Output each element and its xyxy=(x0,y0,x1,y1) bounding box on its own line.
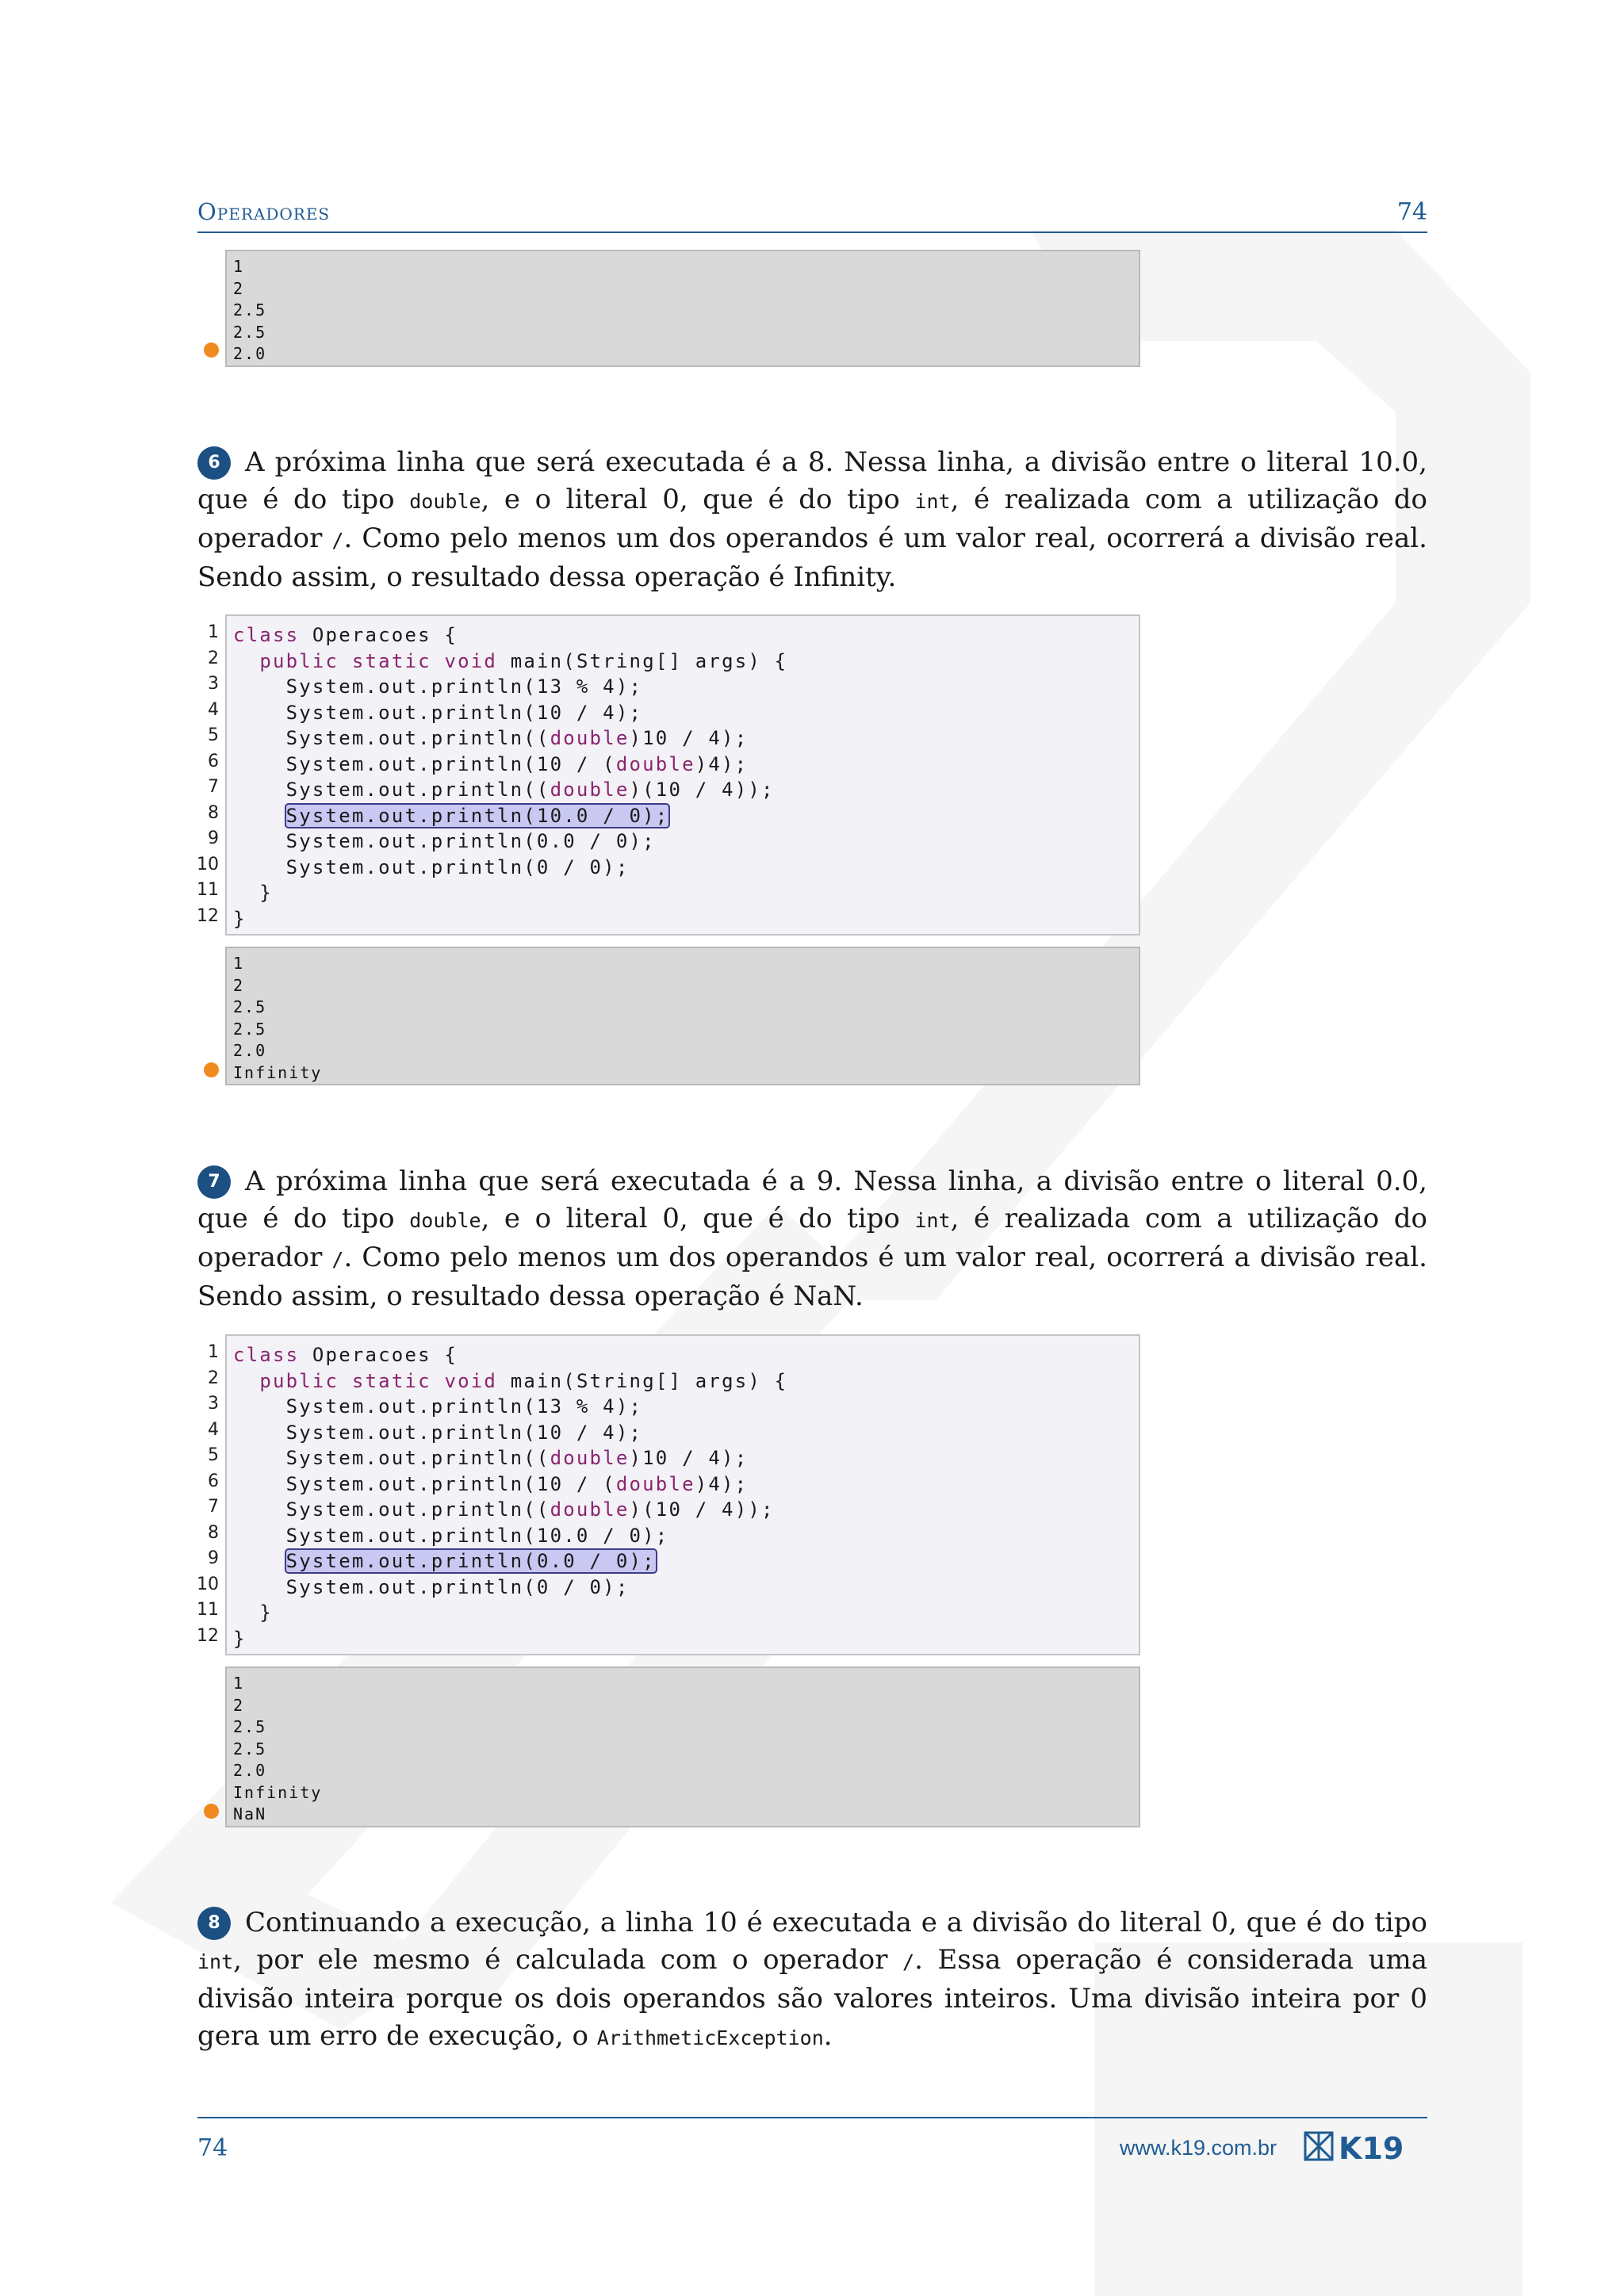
code-line: System.out.println(10 / 4); xyxy=(233,1421,643,1444)
paragraph-text: , é realizada com a utilização do operador xyxy=(197,484,1428,554)
line-number: 2 xyxy=(208,1368,219,1388)
output-console-second xyxy=(225,947,1140,1085)
line-number: 12 xyxy=(197,1625,219,1646)
line-number: 11 xyxy=(197,880,219,900)
line-number: 5 xyxy=(208,725,219,745)
output-line: Infinity xyxy=(233,1062,323,1082)
step-6-paragraph xyxy=(197,444,1427,596)
output-line: 2.5 xyxy=(233,1717,267,1736)
logo-text: K19 xyxy=(1339,2131,1404,2164)
output-line: NaN xyxy=(233,1804,267,1823)
code-line: } xyxy=(233,1601,273,1624)
inline-code: int xyxy=(914,1209,951,1232)
inline-code: / xyxy=(331,529,344,552)
line-number: 6 xyxy=(208,1471,219,1491)
paragraph-text: Continuando a execução, a linha 10 é executada e a divisão do literal 0, que é do tipo xyxy=(245,1907,1427,1938)
code-line: class Operacoes { xyxy=(233,624,458,646)
code-line: public static void main(String[] args) { xyxy=(259,649,788,672)
chapter-title: Operadores xyxy=(197,198,331,225)
output-line: 2.5 xyxy=(233,1019,267,1039)
step-number-badge: 7 xyxy=(197,1165,231,1199)
line-number: 8 xyxy=(208,1522,219,1543)
paragraph-text: A próxima linha que será executada é a 8. Nessa linha, a divisão entre o literal 10.0, que é do tipo xyxy=(197,446,1427,515)
inline-code: / xyxy=(902,1950,915,1973)
line-number: 8 xyxy=(208,802,219,823)
step-7-paragraph xyxy=(197,1163,1427,1315)
code-line: } xyxy=(233,907,247,930)
current-output-marker xyxy=(204,1062,219,1077)
code-line: System.out.println((double)10 / 4); xyxy=(233,727,749,749)
line-number: 11 xyxy=(197,1600,219,1620)
code-line: System.out.println(10 / 4); xyxy=(233,701,643,724)
code-listing-first xyxy=(225,614,1140,936)
output-line: 2.5 xyxy=(233,322,267,342)
line-number: 10 xyxy=(197,1574,219,1594)
code-line: System.out.println(10 / (double)4); xyxy=(233,1472,749,1495)
output-line: 2.5 xyxy=(233,997,267,1016)
code-line: class Operacoes { xyxy=(233,1344,458,1366)
code-listing-second xyxy=(225,1334,1140,1655)
line-number: 5 xyxy=(208,1445,219,1465)
inline-code: int xyxy=(914,490,951,513)
line-number: 7 xyxy=(208,777,219,797)
inline-code: ArithmeticException xyxy=(596,2026,824,2049)
line-number: 4 xyxy=(208,699,219,720)
line-number: 12 xyxy=(197,905,219,926)
output-line: 2.0 xyxy=(233,1041,267,1060)
output-line: 2 xyxy=(233,975,245,995)
footer-page-number: 74 xyxy=(197,2134,228,2162)
code-line: } xyxy=(233,882,273,904)
line-number: 4 xyxy=(208,1419,219,1440)
paragraph-text: . Como pelo menos um dos operandos é um valor real, ocorrerá a divisão real. Sendo assim, o resultado dessa operação é NaN. xyxy=(197,1242,1427,1312)
paragraph-text: , e o literal 0, que é do tipo xyxy=(481,1203,915,1234)
step-8-paragraph xyxy=(197,1904,1427,2057)
line-number: 6 xyxy=(208,751,219,771)
k19-logo xyxy=(1304,2130,1427,2168)
code-line: System.out.println(10.0 / 0); xyxy=(233,1524,669,1547)
output-line: 1 xyxy=(233,954,245,973)
paragraph-text: , é realizada com a utilização do operador xyxy=(197,1203,1428,1273)
paragraph-text: , e o literal 0, que é do tipo xyxy=(481,484,915,515)
output-line: 2.0 xyxy=(233,1761,267,1780)
code-line: System.out.println((double)10 / 4); xyxy=(233,1447,749,1469)
output-line: 2 xyxy=(233,1695,245,1715)
line-numbers xyxy=(171,1340,219,1649)
footer-url-link[interactable]: www.k19.com.br xyxy=(1120,2136,1277,2160)
output-line: 2 xyxy=(233,278,245,298)
line-number: 1 xyxy=(208,1342,219,1362)
output-console-third xyxy=(225,1667,1140,1827)
code-line: System.out.println(13 % 4); xyxy=(233,1395,643,1418)
header-page-number: 74 xyxy=(1396,198,1427,226)
output-line: 1 xyxy=(233,1674,245,1693)
code-line: System.out.println(0.0 / 0); xyxy=(233,830,656,852)
paragraph-text: , por ele mesmo é calculada com o operador xyxy=(233,1944,903,1976)
paragraph-text: . xyxy=(823,2020,833,2052)
code-line-highlighted xyxy=(227,803,1139,829)
paragraph-text: . Como pelo menos um dos operandos é um valor real, ocorrerá a divisão real. Sendo assim, o resultado dessa operação é Infinity. xyxy=(197,522,1427,593)
inline-code: double xyxy=(409,490,481,513)
paragraph-text: . Essa operação é considerada uma divisão inteira porque os dois operandos são valores inteiros. Uma divisão inteira por 0 gera um erro de execução, o xyxy=(197,1944,1427,2052)
step-number-badge: 6 xyxy=(197,446,231,480)
line-number: 1 xyxy=(208,622,219,642)
current-output-marker xyxy=(204,342,219,358)
code-line: System.out.println((double)(10 / 4)); xyxy=(233,1498,775,1521)
output-line: 2.5 xyxy=(233,1739,267,1758)
output-line: 2.0 xyxy=(233,344,267,363)
line-numbers xyxy=(171,620,219,929)
footer-rule xyxy=(197,2117,1427,2118)
current-output-marker xyxy=(204,1804,219,1819)
highlighted-statement: System.out.println(10.0 / 0); xyxy=(285,804,669,827)
line-number: 9 xyxy=(208,1548,219,1568)
line-number: 9 xyxy=(208,828,219,848)
code-line: System.out.println(13 % 4); xyxy=(233,675,643,698)
inline-code: double xyxy=(409,1209,481,1232)
line-number: 3 xyxy=(208,1394,219,1414)
output-line: 2.5 xyxy=(233,300,267,320)
output-line: 1 xyxy=(233,257,245,276)
step-number-badge: 8 xyxy=(197,1907,231,1940)
code-line: } xyxy=(233,1627,247,1650)
highlighted-statement: System.out.println(0.0 / 0); xyxy=(285,1550,656,1572)
line-number: 7 xyxy=(208,1497,219,1517)
header-rule xyxy=(197,232,1427,233)
code-line: System.out.println(0 / 0); xyxy=(233,855,630,878)
inline-code: int xyxy=(197,1950,234,1973)
inline-code: / xyxy=(331,1248,344,1271)
line-number: 2 xyxy=(208,648,219,668)
code-line: public static void main(String[] args) { xyxy=(259,1369,788,1392)
code-line-highlighted xyxy=(227,1548,1139,1575)
code-line: System.out.println((double)(10 / 4)); xyxy=(233,779,775,801)
output-line: Infinity xyxy=(233,1782,323,1802)
paragraph-text: A próxima linha que será executada é a 9. Nessa linha, a divisão entre o literal 0.0, que é do tipo xyxy=(197,1165,1427,1234)
line-number: 3 xyxy=(208,674,219,694)
output-console-first xyxy=(225,250,1140,367)
line-number: 10 xyxy=(197,854,219,874)
code-line: System.out.println(0 / 0); xyxy=(233,1575,630,1598)
code-line: System.out.println(10 / (double)4); xyxy=(233,752,749,775)
